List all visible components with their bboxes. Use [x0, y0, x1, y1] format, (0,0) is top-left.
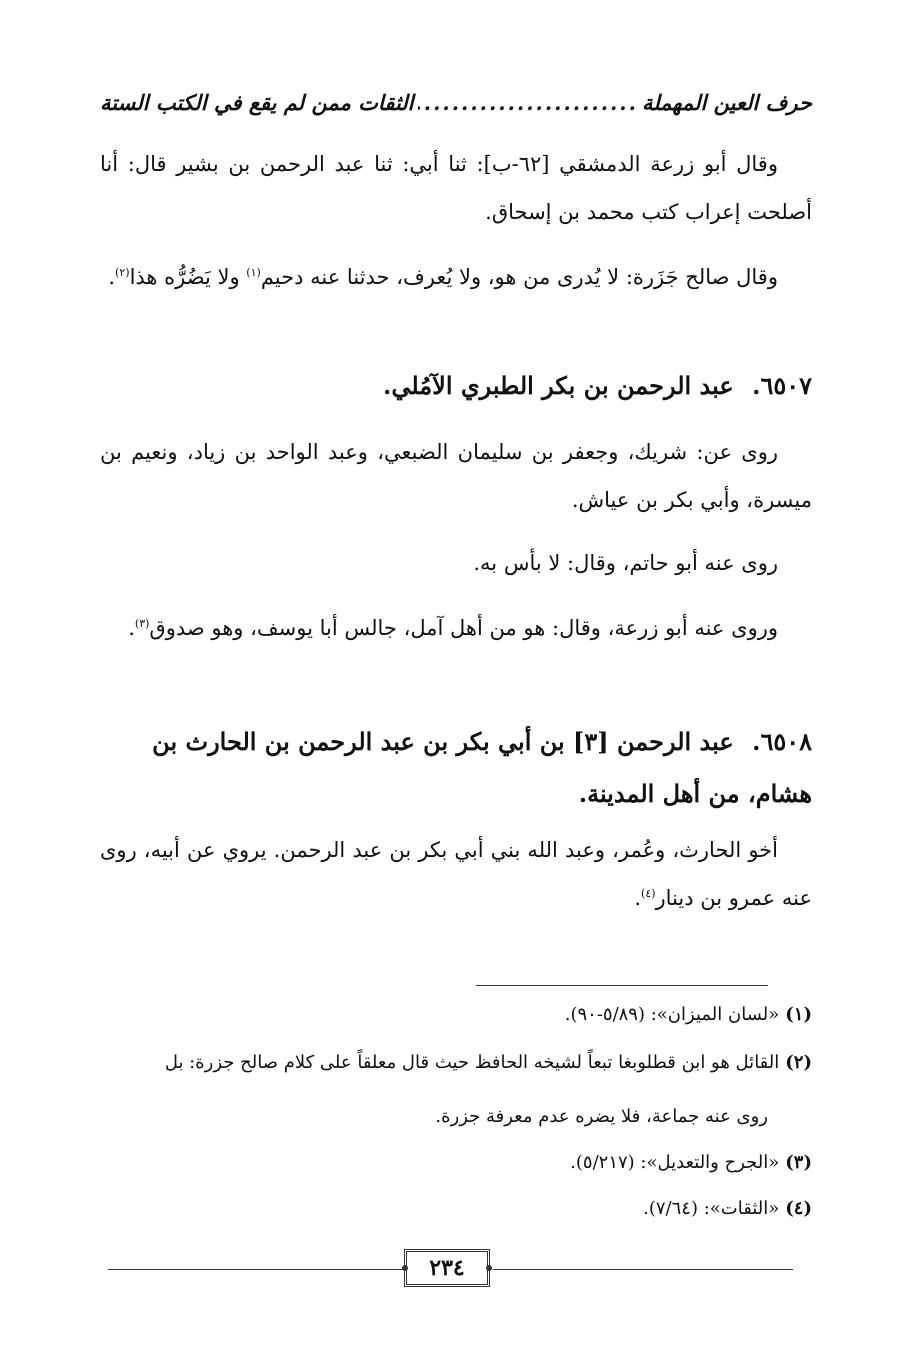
paragraph-text: أخو الحارث، وعُمر، وعبد الله بني أبي بكر بن عبد الرحمن. يروي عن أبيه، روى عنه عمرو بن دينار — [100, 838, 812, 910]
footnote-text: «الثقات»: (٧/٦٤). — [643, 1198, 780, 1219]
paragraph-text: روى عنه أبو حاتم، وقال: لا بأس به. — [473, 551, 778, 575]
paragraph-punctuation: . — [634, 886, 642, 910]
paragraph-text: وقال أبو زرعة الدمشقي [٦٢-ب]: ثنا أبي: ثنا عبد الرحمن بن بشير قال: أنا أصلحت إعراب كتب محمد بن إسحاق. — [100, 152, 812, 224]
footnote-1 — [100, 1002, 812, 1028]
footnote-number: (٢) — [785, 1052, 812, 1073]
footnote-ref-4[interactable]: (٤) — [641, 887, 656, 900]
footnote-2 — [100, 1050, 812, 1076]
footnote-number: (٣) — [785, 1152, 812, 1173]
footnote-number: (١) — [785, 1004, 812, 1025]
folio-rule-right — [493, 1269, 793, 1270]
entry-number: ٦٥٠٧. — [752, 371, 812, 400]
paragraph-text: وروى عنه أبو زرعة، وقال: هو من أهل آمل، جالس أبا يوسف، وهو صدوق — [149, 616, 778, 640]
paragraph-brother-of-harith — [100, 826, 812, 922]
page-number — [404, 1249, 490, 1287]
footnote-number: (٤) — [785, 1198, 812, 1219]
folio-rule-left — [108, 1269, 404, 1270]
header-chapter-title: حرف العين المهملة — [641, 89, 812, 115]
paragraph-text: ولا يَضُرُّه هذا — [129, 265, 247, 289]
entry-heading-6507 — [96, 360, 812, 412]
header-leader-dots — [418, 90, 638, 115]
entry-title: عبد الرحمن [٣] بن أبي بكر بن عبد الرحمن بن الحارث بن هشام، من أهل المدينة. — [152, 727, 812, 808]
paragraph-abu-zurah — [100, 140, 812, 236]
entry-heading-6508 — [96, 716, 812, 820]
footnote-4 — [100, 1196, 812, 1222]
footnote-text: «لسان الميزان»: (٥/٨٩-٩٠). — [564, 1004, 780, 1025]
paragraph-punctuation: . — [108, 265, 116, 289]
footnote-text: «الجرح والتعديل»: (٥/٢١٧). — [570, 1152, 780, 1173]
footnote-3 — [100, 1150, 812, 1176]
footnote-ref-3[interactable]: (٣) — [134, 617, 150, 630]
footnote-2-continuation — [100, 1104, 812, 1130]
paragraph-text: وقال صالح جَزَرة: لا يُدرى من هو، ولا يُعرف، حدثنا عنه دحيم — [260, 265, 778, 289]
footnote-ref-1[interactable]: (١) — [246, 266, 261, 279]
paragraph-narrated-from — [100, 428, 812, 524]
footnote-ref-2[interactable]: (٢) — [115, 266, 130, 279]
header-book-title: الثقات ممن لم يقع في الكتب الستة — [100, 89, 414, 115]
paragraph-salih-jazarah — [100, 253, 812, 301]
footnote-separator — [476, 985, 768, 986]
entry-title: عبد الرحمن بن بكر الطبري الآمُلي. — [383, 371, 734, 400]
paragraph-text: روى عن: شريك، وجعفر بن سليمان الضبعي، وعبد الواحد بن زياد، ونعيم بن ميسرة، وأبي بكر بن عياش. — [100, 440, 812, 512]
entry-number: ٦٥٠٨. — [752, 727, 812, 756]
page-number-text: ٢٣٤ — [429, 1255, 465, 1281]
running-header — [100, 82, 812, 122]
paragraph-punctuation: . — [128, 616, 135, 640]
paragraph-abu-hatim — [100, 539, 812, 587]
footnote-text: القائل هو ابن قطلوبغا تبعاً لشيخه الحافظ حيث قال معلقاً على كلام صالح جزرة: بل — [164, 1052, 780, 1073]
footnote-text: روى عنه جماعة، فلا يضره عدم معرفة جزرة. — [435, 1106, 768, 1127]
paragraph-abu-zurah-2 — [100, 604, 812, 652]
